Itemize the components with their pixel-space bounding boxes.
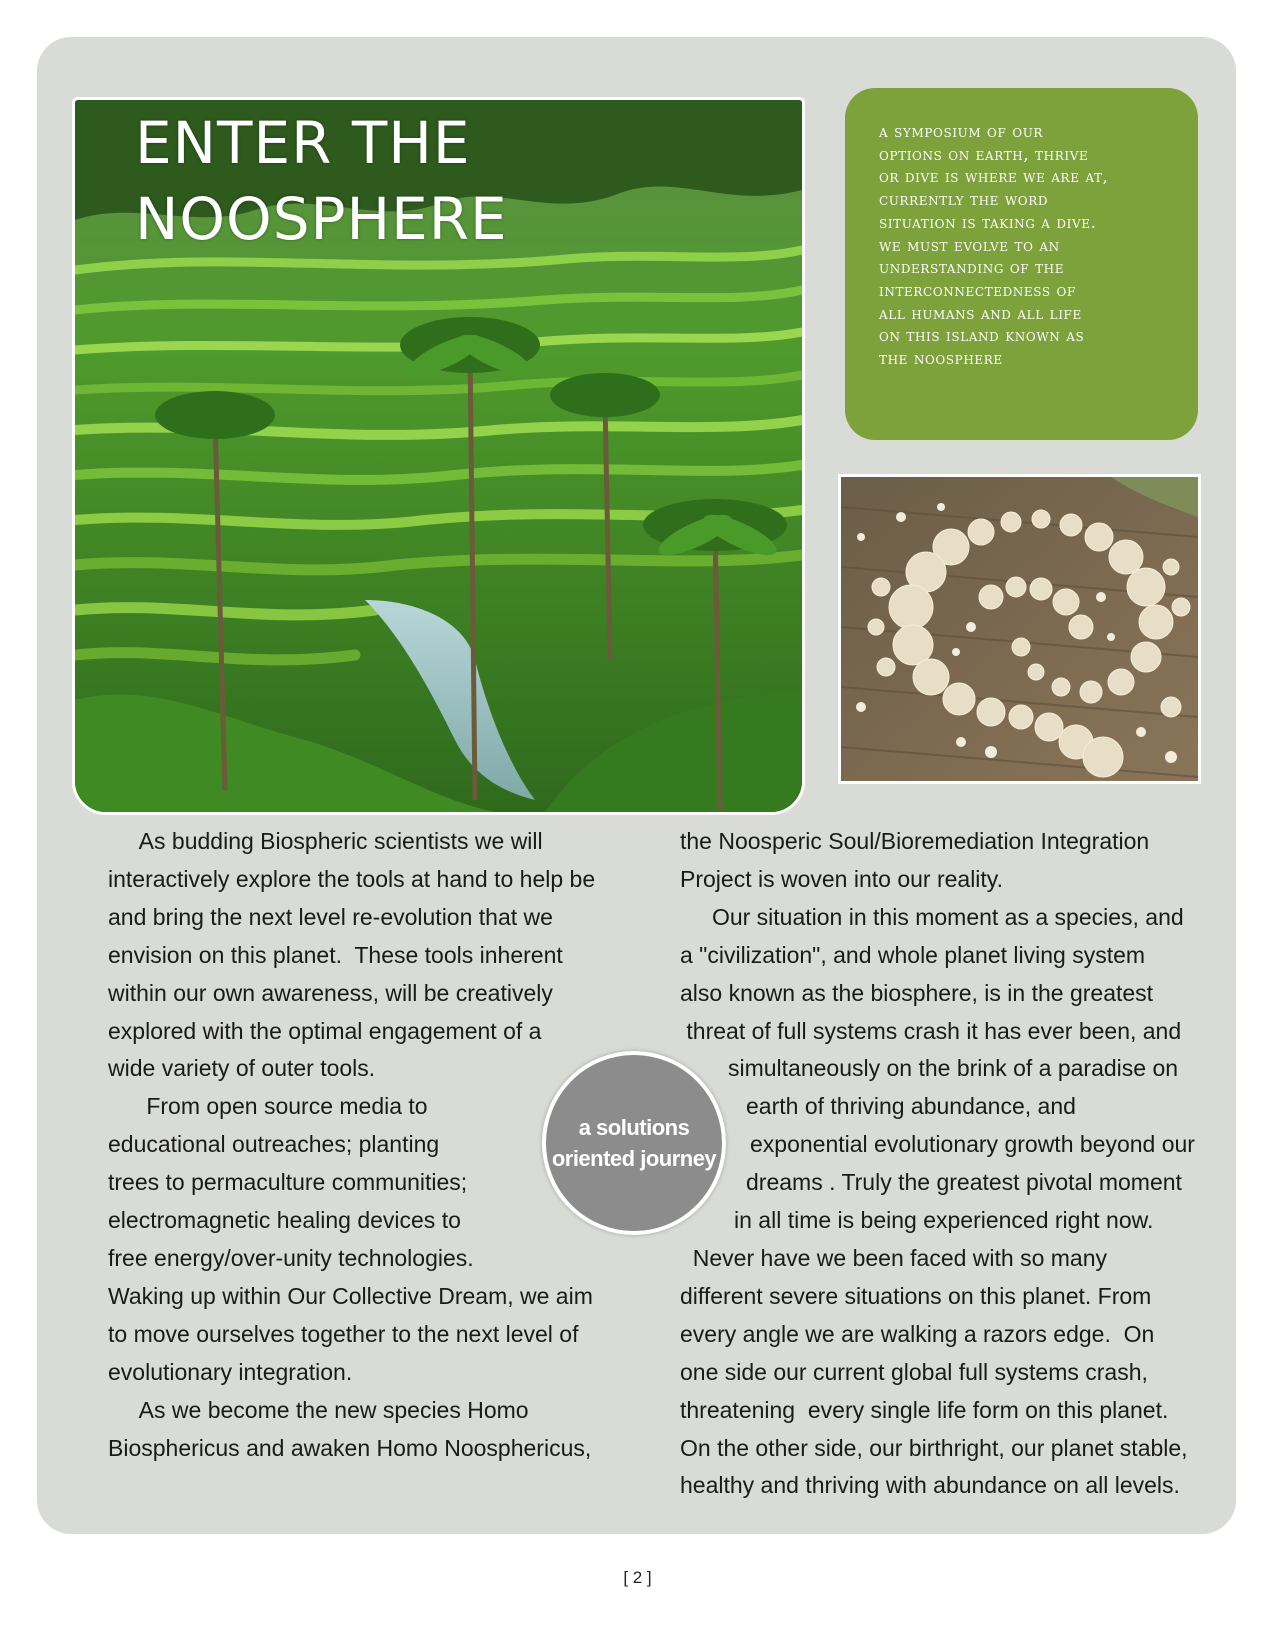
body-line: electromagnetic healing devices to xyxy=(108,1207,461,1234)
callout-line: the noosphere xyxy=(879,349,1003,369)
body-line: threatening every single life form on this planet. xyxy=(680,1396,1169,1423)
body-line: a "civilization", and whole planet living system xyxy=(680,941,1146,968)
body-line: the Noosperic Soul/Bioremediation Integration xyxy=(680,828,1150,854)
body-line: evolutionary integration. xyxy=(108,1358,353,1385)
body-column-right xyxy=(680,823,1240,1505)
body-line: also known as the biosphere, is in the greatest xyxy=(680,979,1154,1006)
crop-circle-image xyxy=(838,474,1201,784)
body-line: explored with the optimal engagement of a xyxy=(108,1017,542,1044)
body-line: Waking up within Our Collective Dream, we aim xyxy=(108,1282,593,1309)
body-line: Project is woven into our reality. xyxy=(680,865,1003,892)
callout-line: or dive is where we are at, xyxy=(879,167,1109,187)
callout-line: understanding of the xyxy=(879,258,1065,278)
callout-line: we must evolve to an xyxy=(879,235,1060,255)
title-line-2: NOOSPHERE xyxy=(135,185,508,253)
page-number: [ 2 ] xyxy=(623,1568,652,1587)
page-title xyxy=(135,105,508,257)
body-line: envision on this planet. These tools inherent xyxy=(108,941,563,968)
symposium-callout-text xyxy=(879,121,1179,371)
body-line: free energy/over-unity technologies. xyxy=(108,1244,474,1271)
badge-line-2: oriented journey xyxy=(551,1146,717,1171)
body-line: Never have we been faced with so many xyxy=(680,1244,1108,1271)
crop-circle-illustration xyxy=(841,477,1198,781)
body-line: within our own awareness, will be creatively xyxy=(108,979,553,1006)
body-line: simultaneously on the brink of a paradise on xyxy=(728,1055,1179,1082)
hero-rice-terraces-image xyxy=(72,97,805,815)
body-line: On the other side, our birthright, our planet stable, xyxy=(680,1434,1188,1461)
body-line: different severe situations on this planet. From xyxy=(680,1282,1152,1309)
body-line: one side our current global full systems crash, xyxy=(680,1358,1148,1385)
body-line: in all time is being experienced right now. xyxy=(734,1207,1154,1234)
body-line: From open source media to xyxy=(108,1093,428,1120)
symposium-callout-box xyxy=(845,88,1198,440)
body-line: wide variety of outer tools. xyxy=(108,1055,376,1082)
callout-line: currently the word xyxy=(879,190,1049,210)
solutions-journey-badge xyxy=(542,1051,726,1235)
callout-line: options on earth, thrive xyxy=(879,144,1089,164)
body-line: educational outreaches; planting xyxy=(108,1131,440,1158)
body-line: threat of full systems crash it has ever been, and xyxy=(680,1017,1182,1044)
body-line: As we become the new species Homo xyxy=(108,1396,529,1423)
body-line: earth of thriving abundance, and xyxy=(746,1093,1076,1120)
callout-line: situation is taking a dive. xyxy=(879,212,1097,232)
title-line-1: ENTER THE xyxy=(135,109,471,177)
body-line: Our situation in this moment as a species, and xyxy=(680,903,1184,930)
callout-line: on this island known as xyxy=(879,326,1085,346)
body-line: and bring the next level re-evolution that we xyxy=(108,903,553,930)
body-line: interactively explore the tools at hand to help be xyxy=(108,865,596,892)
body-line: Biosphericus and awaken Homo Noosphericus, xyxy=(108,1434,592,1461)
body-line: every angle we are walking a razors edge. On xyxy=(680,1320,1155,1347)
callout-line: a symposium of our xyxy=(879,122,1044,141)
body-line: dreams . Truly the greatest pivotal moment xyxy=(746,1169,1182,1196)
body-line: As budding Biospheric scientists we will xyxy=(108,828,543,854)
body-line: healthy and thriving with abundance on all levels. xyxy=(680,1472,1180,1499)
callout-line: interconnectedness of xyxy=(879,280,1076,300)
body-line: to move ourselves together to the next level of xyxy=(108,1320,579,1347)
body-line: exponential evolutionary growth beyond our xyxy=(750,1131,1195,1158)
badge-line-1: a solutions xyxy=(578,1115,690,1140)
body-line: trees to permaculture communities; xyxy=(108,1169,468,1196)
callout-line: all humans and all life xyxy=(879,303,1082,323)
